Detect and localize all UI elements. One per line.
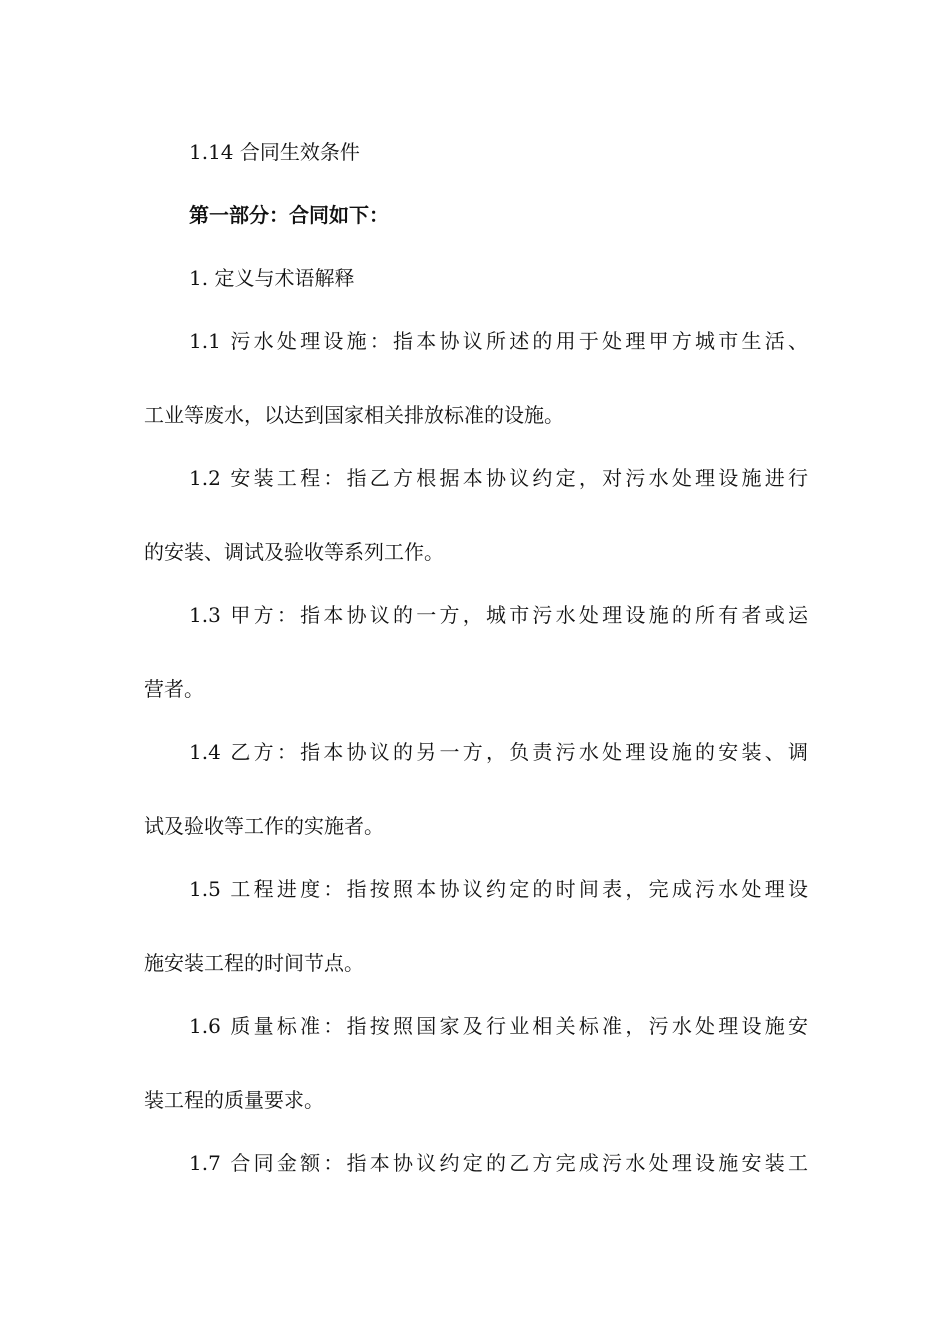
section-1-heading: 1. 定义与术语解释 bbox=[189, 266, 355, 290]
clause-1-5-line-2: 施安装工程的时间节点。 bbox=[144, 951, 364, 975]
clause-1-7-line-1: 1.7 合同金额：指本协议约定的乙方完成污水处理设施安装工 bbox=[189, 1151, 808, 1175]
clause-1-2-line-1: 1.2 安装工程：指乙方根据本协议约定，对污水处理设施进行 bbox=[189, 466, 808, 490]
clause-1-4-line-1: 1.4 乙方：指本协议的另一方，负责污水处理设施的安装、调 bbox=[189, 740, 808, 764]
clause-1-3-line-2: 营者。 bbox=[144, 677, 204, 701]
part-one-heading: 第一部分：合同如下： bbox=[189, 203, 389, 227]
clause-1-2-line-2: 的安装、调试及验收等系列工作。 bbox=[144, 540, 444, 564]
clause-1-4-line-2: 试及验收等工作的实施者。 bbox=[144, 814, 384, 838]
clause-1-1-line-2: 工业等废水，以达到国家相关排放标准的设施。 bbox=[144, 403, 564, 427]
clause-1-1-line-1: 1.1 污水处理设施：指本协议所述的用于处理甲方城市生活、 bbox=[189, 329, 808, 353]
clause-1-3-line-1: 1.3 甲方：指本协议的一方，城市污水处理设施的所有者或运 bbox=[189, 603, 808, 627]
clause-1-6-line-2: 装工程的质量要求。 bbox=[144, 1088, 324, 1112]
clause-1-5-line-1: 1.5 工程进度：指按照本协议约定的时间表，完成污水处理设 bbox=[189, 877, 808, 901]
clause-1-6-line-1: 1.6 质量标准：指按照国家及行业相关标准，污水处理设施安 bbox=[189, 1014, 808, 1038]
clause-1-14-heading: 1.14 合同生效条件 bbox=[189, 140, 360, 164]
